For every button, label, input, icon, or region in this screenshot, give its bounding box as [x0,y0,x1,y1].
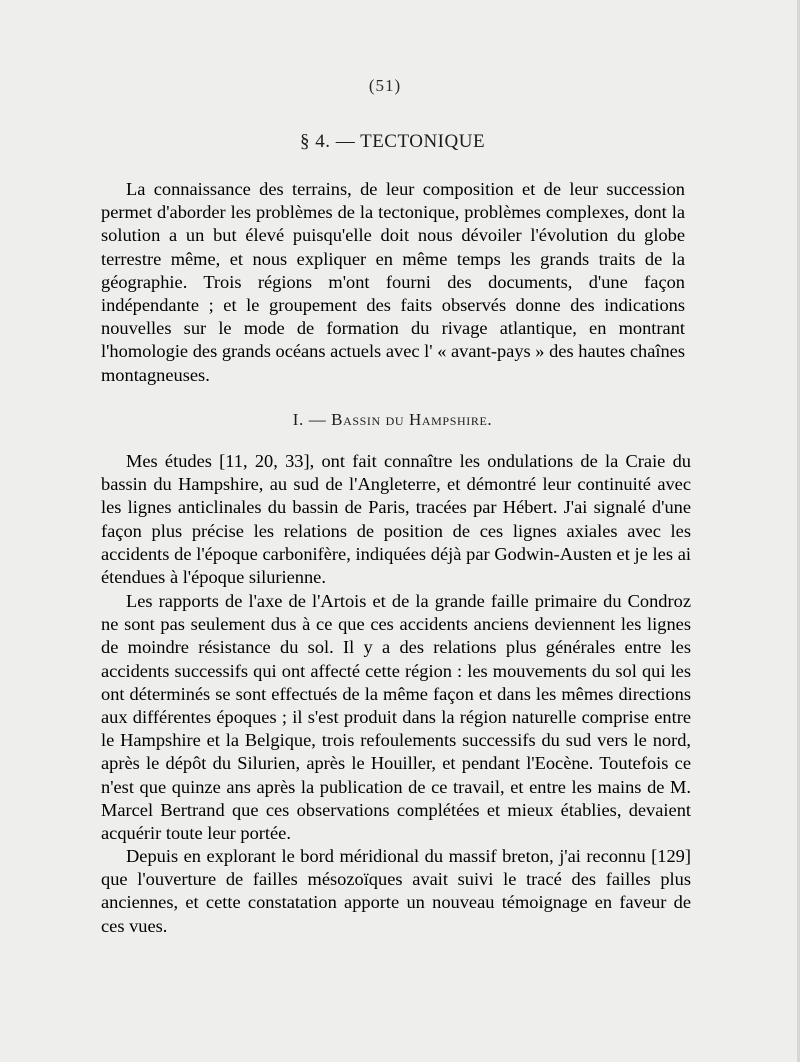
section-title: § 4. — TECTONIQUE [299,131,486,152]
page-number: (51) [368,76,402,95]
paragraph-breton-massif: Depuis en explorant le bord méridional du massif breton, j'ai reconnu [129] que l'ouverture de failles mésozoïques avait suivi le tracé des failles plus anciennes, et cette constatation apporte un nouveau témoignage en faveur de ces vues. [101,846,691,936]
paragraph-artois-axis: Les rapports de l'axe de l'Artois et de la grande faille primaire du Condroz ne sont pas seulement dus à ce que ces accidents anciens deviennent les lignes de moindre résistance du sol. Il y a des relations plus générales entre les accidents successifs qui ont affecté cette région : les mouvements du sol qui les ont déterminés se sont effectués de la même façon et dans les mêmes directions aux différentes époques ; il s'est produit dans la région naturelle comprise entre le Hampshire et la Belgique, trois refoulements successifs du sud vers le nord, après le dépôt du Silurien, après le Houiller, et pendant l'Eocène. Toutefois ce n'est que quinze ans après la publication de ce travail, et entre les mains de M. Marcel Bertrand que ces observations complétées et mieux établies, devaient acquérir toute leur portée. [101,591,691,844]
paragraph-introduction: La connaissance des terrains, de leur composition et de leur succession permet d'aborder les problèmes de la tectonique, problèmes complexes, dont la solution a un but élevé puisqu'elle doit nous dévoiler l'évolution du globe terrestre même, et nous expliquer en même temps les grands traits de la géographie. Trois régions m'ont fourni des documents, d'une façon indépendante ; et le groupement des faits observés donne des indications nouvelles sur le mode de formation du rivage atlantique, en montrant l'homologie des grands océans actuels avec l' « avant-pays » des hautes chaînes montagneuses. [101,179,685,385]
subsection-number: I. — [292,410,327,429]
subsection-heading [0,410,785,430]
paragraph-studies: Mes études [11, 20, 33], ont fait connaître les ondulations de la Craie du bassin du Hampshire, au sud de l'Angleterre, et démontré leur continuité avec les lignes anticlinales du bassin de Paris, tracées par Hébert. J'ai signalé d'une façon plus précise les relations de position de ces lignes axiales avec les accidents de l'époque carbonifère, indiquées déjà par Godwin-Austen et je les ai étendues à l'époque silurienne. [101,451,691,588]
subsection-title: Bassin du Hampshire. [331,410,493,429]
